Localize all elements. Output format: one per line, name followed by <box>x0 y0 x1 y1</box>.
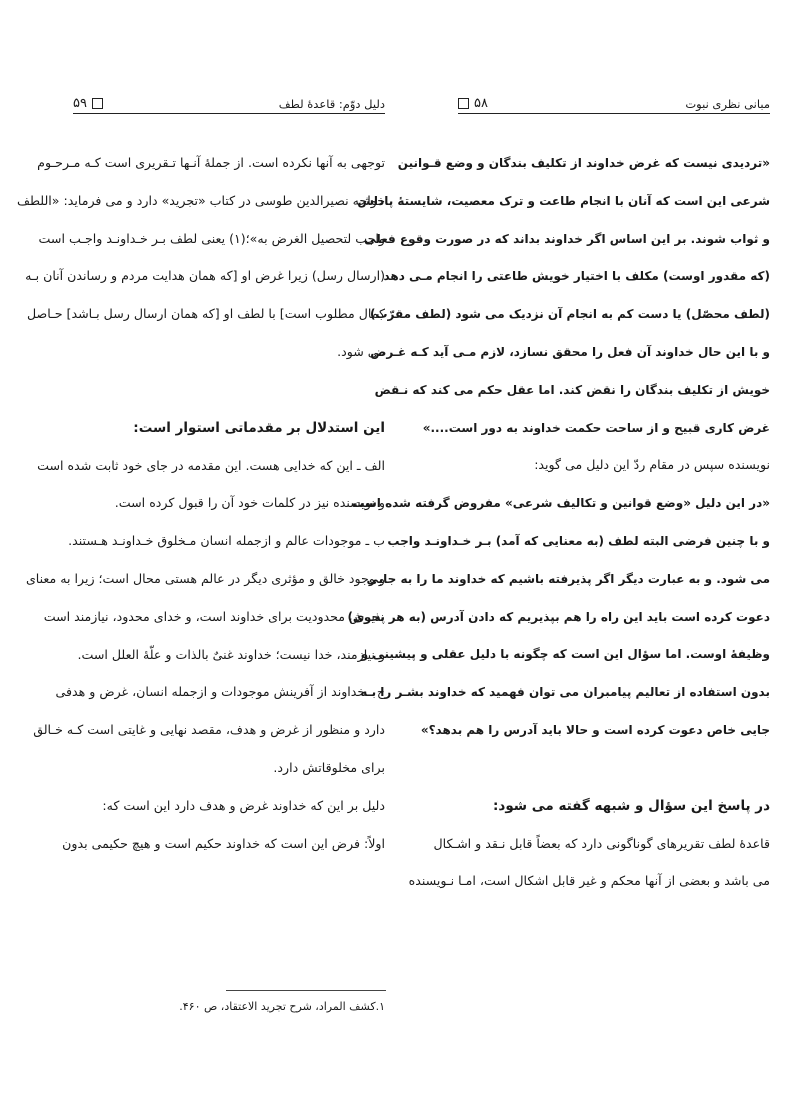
section-heading: این استدلال بر مقدماتی استوار است: <box>133 419 385 436</box>
body-line: واجب لتحصیل الغرض به»؛(۱) یعنی لطف بـر خـداونـد واجـب است <box>38 230 385 246</box>
left-page-body <box>16 148 385 866</box>
right-page-number-group <box>458 96 488 111</box>
left-page-number-group <box>73 96 103 111</box>
body-line: می باشد و بعضی از آنها محکم و غیر قابل اشکال است، امـا نـویسنده <box>408 873 770 889</box>
right-page-body <box>347 148 770 904</box>
quote-line: دعوت کرده است باید این راه را هم بپذیریم که دادن آدرس (به هر نحوی) <box>347 609 770 624</box>
body-line: اولاً: فرض این است که خداوند حکیم است و هیچ حکیمی بدون <box>62 835 385 851</box>
right-page-header <box>458 88 770 114</box>
square-icon <box>458 98 469 109</box>
premise-line: دارد و منظور از غرض و هدف، مقصد نهایی و غایتی است کـه خـالق <box>33 722 385 738</box>
premise-line: برای مخلوقاتش دارد. <box>273 759 385 775</box>
quote-line: وظیفهٔ اوست. اما سؤال این است که چگونه با دلیل عقلی و پیشینی و <box>360 647 770 662</box>
footnote: ۱.کشف المراد، شرح تجرید الاعتقاد، ص ۴۶۰. <box>179 1000 385 1013</box>
left-page-header <box>73 88 385 114</box>
quote-line: و ثواب شوند. بر این اساس اگر خداوند بداند که در صورت وقوع فعلی <box>364 231 770 246</box>
premise-line: و نویسنده نیز در کلمات خود آن را قبول کرده است. <box>114 495 385 511</box>
premise-line: و نیازمند، خدا نیست؛ خداوند غنیٌ بالذات و علّهٔ العلل است. <box>77 646 385 662</box>
left-page-number: ۵۹ <box>73 96 87 111</box>
premise-line: و وجود خالق و مؤثری دیگر در عالم هستی محال است؛ زیرا به معنای <box>25 570 385 586</box>
quote-line: (لطف محصّل) یا دست کم به انجام آن نزدیک می شود (لطف مقرّب) <box>370 307 770 322</box>
right-running-title: مبانی نظری نبوت <box>685 97 770 111</box>
body-line: کمال مطلوب است] با لطف او [که همان ارسال رسل بـاشد] حـاصل <box>27 306 385 322</box>
quote-line: می شود. و به عبارت دیگر اگر پذیرفته باشیم که خداوند ما را به جایی <box>366 571 770 586</box>
premise-line: ج ـ خداوند از آفرینش موجودات و ازجمله انسان، غرض و هدفی <box>55 684 385 700</box>
body-line: خواجه نصیرالدین طوسی در کتاب «تجرید» دارد و می فرماید: «اللطف <box>16 192 385 208</box>
section-heading: در پاسخ این سؤال و شبهه گفته می شود: <box>493 797 770 814</box>
body-line: (ارسال رسل) زیرا غرض او [که همان هدایت مردم و رساندن آنان بـه <box>25 268 385 284</box>
left-running-title: دلیل دوّم: قاعدهٔ لطف <box>278 97 385 111</box>
quote-line: غرض کاری قبیح و از ساحت حکمت خداوند به دور است....» <box>422 420 770 435</box>
body-line: دلیل بر این که خداوند غرض و هدف دارد این است که: <box>102 797 385 813</box>
quote-line: و با چنین فرضی البته لطف (به معنایی که آمد) بـر خـداونـد واجب <box>387 533 770 548</box>
quote-line: «در این دلیل «وضع قوانین و تکالیف شرعی» مفروض گرفته شده است <box>352 496 770 511</box>
quote-line: خویش از تکلیف بندگان را نقض کند. اما عقل حکم می کند که نـقض <box>374 382 770 397</box>
quote-line: (که مقدور اوست) مکلف با اختیار خویش طاعتی را انجام مـی دهد <box>383 269 770 284</box>
quote-line: «تردیدی نیست که غرض خداوند از تکلیف بندگان و وضع قـوانین <box>397 156 770 170</box>
footnote-rule <box>226 990 386 991</box>
right-page-number: ۵۸ <box>474 96 488 111</box>
quote-line: شرعی این است که آنان با انجام طاعت و ترک معصیت، شایستهٔ پاداش <box>357 193 770 208</box>
premise-line: ب ـ موجودات عالم و ازجمله انسان مـخلوق خـداونـد هـستند. <box>68 533 385 549</box>
body-line: توجهی به آنها نکرده است. از جملهٔ آنـها تـقریری است کـه مـرحـوم <box>37 155 385 170</box>
premise-line: پذیرش محدودیت برای خداوند است، و خدای محدود، نیازمند است <box>43 608 385 624</box>
quote-line: و با این حال خداوند آن فعل را محقق نسازد، لازم مـی آید کـه غـرض <box>370 344 770 359</box>
quote-line: جایی خاص دعوت کرده است و حالا باید آدرس را هم بدهد؟» <box>420 722 770 737</box>
body-line: قاعدهٔ لطف تقریرهای گوناگونی دارد که بعضاً قابل نـقد و اشـکال <box>433 835 770 851</box>
body-line: نویسنده سپس در مقام ردّ این دلیل می گوید: <box>534 457 770 473</box>
quote-line: بدون استفاده از تعالیم پیامبران می توان فهمید که خداوند بشـر را بـه <box>360 685 770 700</box>
square-icon <box>92 98 103 109</box>
premise-line: الف ـ این که خدایی هست. این مقدمه در جای خود ثابت شده است <box>37 457 385 473</box>
body-line: می شود. <box>337 343 385 359</box>
